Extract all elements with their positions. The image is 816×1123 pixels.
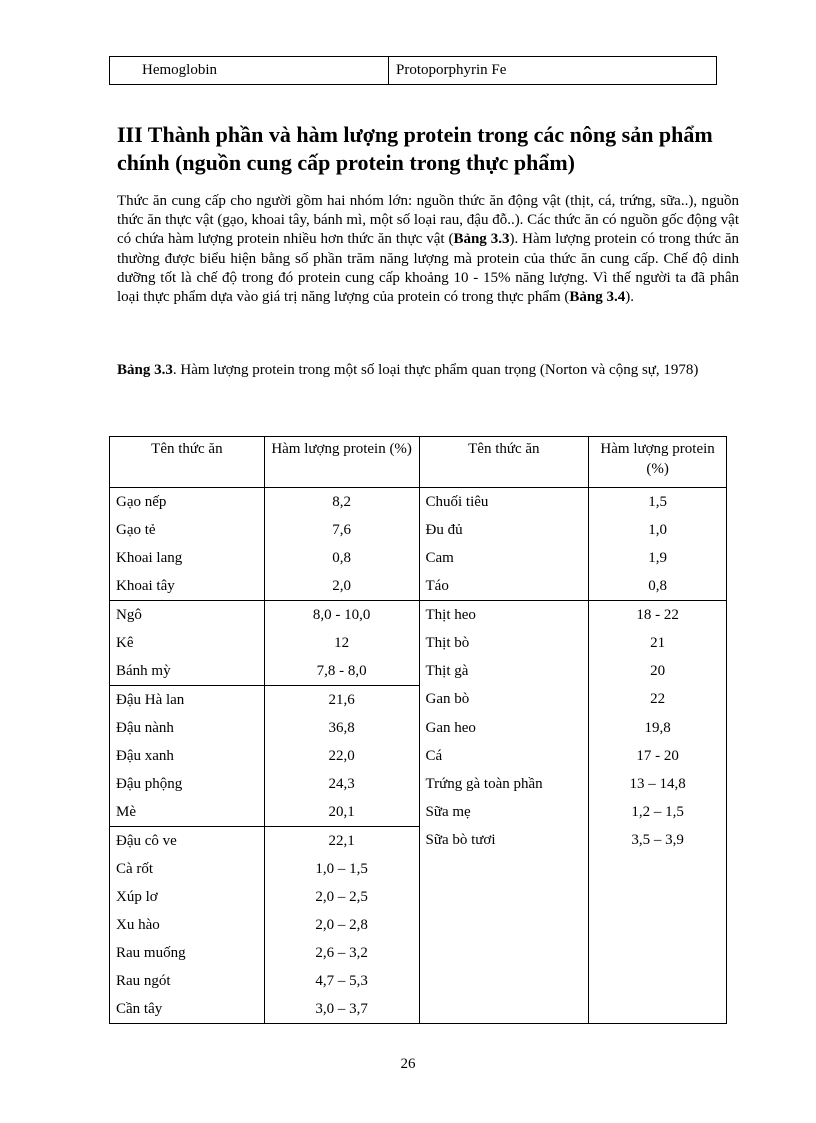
protein-value-cell: 36,8 <box>264 714 419 742</box>
protein-value-cell: 2,0 – 2,8 <box>264 911 419 939</box>
food-name-cell: Gạo tẻ <box>110 516 265 544</box>
protein-value-cell: 2,0 – 2,5 <box>264 883 419 911</box>
food-name-cell: Kê <box>110 629 265 657</box>
food-name-cell: Gan heo <box>419 714 589 742</box>
protein-value-cell: 13 – 14,8 <box>589 770 727 798</box>
protein-content-table <box>109 436 727 1024</box>
protein-value-cell: 2,0 <box>264 572 419 601</box>
table-row <box>110 629 727 657</box>
table-row <box>110 516 727 544</box>
table-row <box>110 827 727 856</box>
food-name-cell <box>419 883 589 911</box>
caption-label: Bảng 3.3 <box>117 362 173 378</box>
table-header-cell: Tên thức ăn <box>419 437 589 488</box>
table-row <box>110 967 727 995</box>
food-name-cell: Đậu cô ve <box>110 827 265 856</box>
protein-value-cell <box>589 995 727 1024</box>
food-name-cell: Cá <box>419 742 589 770</box>
table-row <box>110 883 727 911</box>
food-name-cell: Gan bò <box>419 686 589 715</box>
food-name-cell: Đu đủ <box>419 516 589 544</box>
protein-value-cell: 21 <box>589 629 727 657</box>
food-name-cell <box>419 855 589 883</box>
food-name-cell: Xúp lơ <box>110 883 265 911</box>
protein-value-cell <box>589 855 727 883</box>
table-row <box>110 995 727 1024</box>
protein-value-cell: 12 <box>264 629 419 657</box>
protein-value-cell: 1,5 <box>589 488 727 517</box>
protein-value-cell: 20,1 <box>264 798 419 827</box>
table-row <box>110 939 727 967</box>
protein-value-cell: 24,3 <box>264 770 419 798</box>
table-header-row <box>110 437 727 488</box>
protein-value-cell <box>589 911 727 939</box>
table-row <box>110 544 727 572</box>
food-name-cell: Thịt heo <box>419 601 589 630</box>
protein-value-cell: 19,8 <box>589 714 727 742</box>
table-header-cell: Hàm lượng protein (%) <box>589 437 727 488</box>
table-row <box>110 798 727 827</box>
para-text-3: ). <box>625 289 635 306</box>
table-row <box>110 686 727 715</box>
top-table-cell-1: Hemoglobin <box>110 57 389 84</box>
food-name-cell: Thịt bò <box>419 629 589 657</box>
food-name-cell <box>419 995 589 1024</box>
table-caption <box>117 360 739 380</box>
protein-value-cell: 3,0 – 3,7 <box>264 995 419 1024</box>
protein-value-cell: 22,1 <box>264 827 419 856</box>
table-row <box>110 657 727 686</box>
protein-value-cell: 1,0 <box>589 516 727 544</box>
protein-value-cell: 7,8 - 8,0 <box>264 657 419 686</box>
protein-value-cell: 1,0 – 1,5 <box>264 855 419 883</box>
protein-value-cell: 7,6 <box>264 516 419 544</box>
table-row <box>110 911 727 939</box>
food-name-cell: Khoai lang <box>110 544 265 572</box>
food-name-cell: Rau muống <box>110 939 265 967</box>
protein-value-cell: 8,0 - 10,0 <box>264 601 419 630</box>
para-text-1: Thức ăn cung cấp cho người gồm hai nhóm lớn: nguồn thức ăn động vật (thịt, cá, trứng, sữa..), nguồn thức ăn thực vật (gạo, khoai tây, bánh mì, một số loại rau, đậu đỗ..). Các thức ăn có nguồn gốc động vật có chứa hàm lượng protein nhiều hơn thức ăn thực vật ( <box>117 193 740 248</box>
food-name-cell: Xu hào <box>110 911 265 939</box>
food-name-cell: Đậu xanh <box>110 742 265 770</box>
caption-text: . Hàm lượng protein trong một số loại thực phẩm quan trọng (Norton và cộng sự, 1978) <box>172 362 699 378</box>
food-name-cell: Rau ngót <box>110 967 265 995</box>
food-name-cell: Đậu phộng <box>110 770 265 798</box>
table-row <box>110 770 727 798</box>
protein-value-cell: 3,5 – 3,9 <box>589 827 727 856</box>
food-name-cell: Khoai tây <box>110 572 265 601</box>
food-name-cell: Mè <box>110 798 265 827</box>
section-heading: III Thành phần và hàm lượng protein trong các nông sản phẩm chính (nguồn cung cấp protein trong thực phẩm) <box>117 122 713 175</box>
table-header-cell: Tên thức ăn <box>110 437 265 488</box>
protein-value-cell: 8,2 <box>264 488 419 517</box>
table-row <box>110 488 727 517</box>
table-row <box>110 742 727 770</box>
protein-value-cell: 22 <box>589 686 727 715</box>
table-ref-1: Bảng 3.3 <box>453 231 510 248</box>
food-name-cell: Đậu Hà lan <box>110 686 265 715</box>
protein-value-cell: 1,2 – 1,5 <box>589 798 727 827</box>
protein-value-cell: 21,6 <box>264 686 419 715</box>
food-name-cell <box>419 939 589 967</box>
protein-value-cell: 2,6 – 3,2 <box>264 939 419 967</box>
protein-value-cell: 20 <box>589 657 727 686</box>
protein-value-cell <box>589 967 727 995</box>
food-name-cell: Ngô <box>110 601 265 630</box>
table-row <box>110 714 727 742</box>
protein-value-cell: 18 - 22 <box>589 601 727 630</box>
protein-value-cell <box>589 883 727 911</box>
protein-value-cell: 4,7 – 5,3 <box>264 967 419 995</box>
protein-value-cell: 0,8 <box>589 572 727 601</box>
table-header-cell: Hàm lượng protein (%) <box>264 437 419 488</box>
table-row <box>110 572 727 601</box>
food-name-cell: Gạo nếp <box>110 488 265 517</box>
table-ref-2: Bảng 3.4 <box>569 289 626 306</box>
protein-value-cell: 1,9 <box>589 544 727 572</box>
protein-value-cell: 0,8 <box>264 544 419 572</box>
protein-value-cell: 17 - 20 <box>589 742 727 770</box>
food-name-cell: Cam <box>419 544 589 572</box>
protein-value-cell <box>589 939 727 967</box>
page-number: 26 <box>400 1056 416 1072</box>
body-paragraph <box>117 192 739 307</box>
top-table-fragment <box>109 56 717 85</box>
food-name-cell: Chuối tiêu <box>419 488 589 517</box>
food-name-cell: Trứng gà toàn phần <box>419 770 589 798</box>
food-name-cell: Cần tây <box>110 995 265 1024</box>
protein-value-cell: 22,0 <box>264 742 419 770</box>
table-row <box>110 855 727 883</box>
food-name-cell: Sữa mẹ <box>419 798 589 827</box>
top-table-cell-2: Protoporphyrin Fe <box>396 62 507 78</box>
food-name-cell <box>419 967 589 995</box>
para-text-2: ). Hàm lượng protein có trong thức ăn thường được biểu hiện bằng số phần trăm năng lượng mà protein của thức ăn cung cấp. Chế độ dinh dưỡng tốt là chế độ trong đó protein cung cấp khoảng 10 - 15% năng lượng. Vì thế người ta đã phân loại thực phẩm dựa vào giá trị năng lượng của protein có trong thực phẩm ( <box>117 231 739 306</box>
food-name-cell: Táo <box>419 572 589 601</box>
food-name-cell: Đậu nành <box>110 714 265 742</box>
table-row <box>110 601 727 630</box>
food-name-cell: Thịt gà <box>419 657 589 686</box>
food-name-cell: Bánh mỳ <box>110 657 265 686</box>
food-name-cell <box>419 911 589 939</box>
food-name-cell: Sữa bò tươi <box>419 827 589 856</box>
food-name-cell: Cà rốt <box>110 855 265 883</box>
